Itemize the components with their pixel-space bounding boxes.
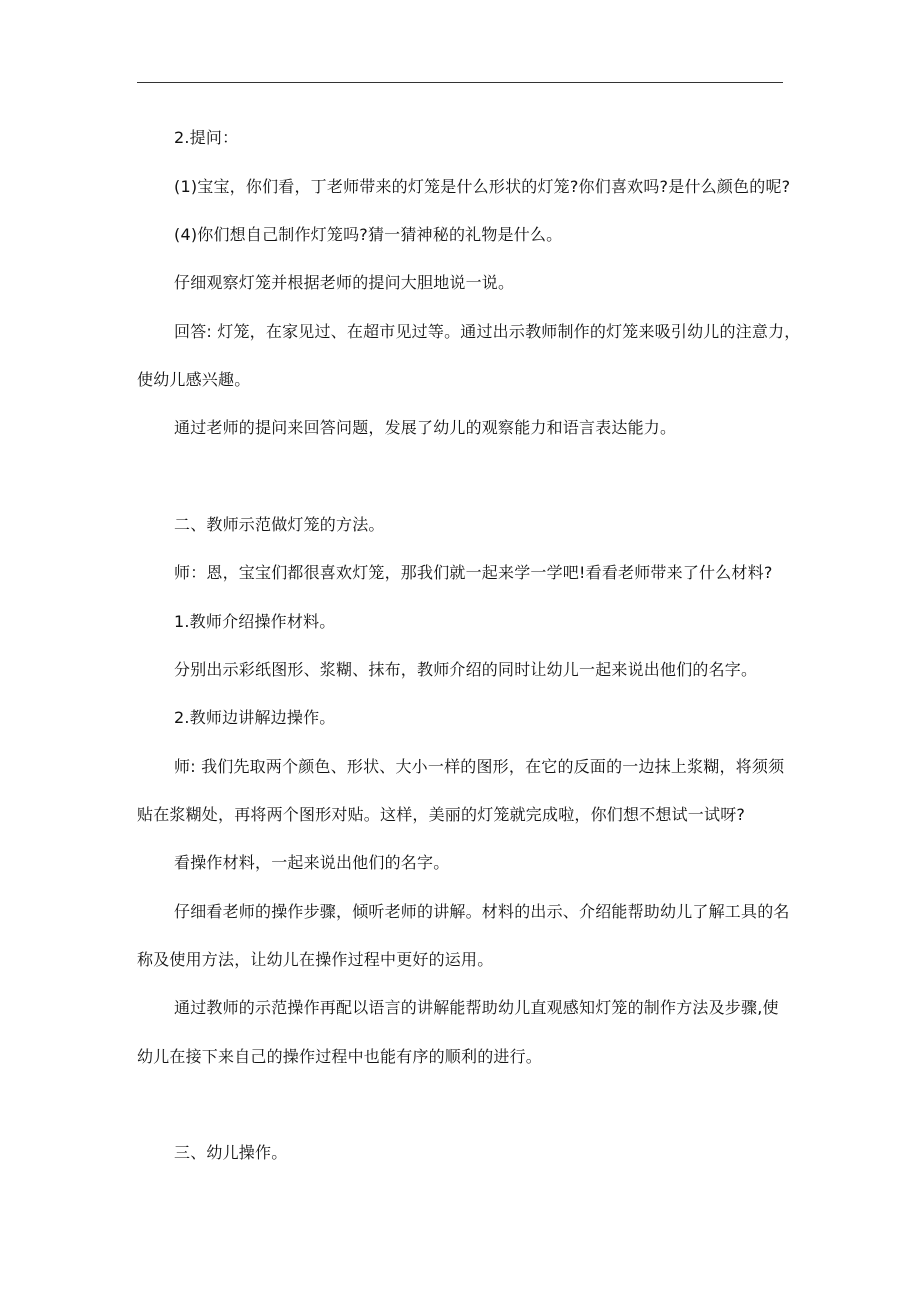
text-line: 看操作材料，一起来说出他们的名字。 [174, 853, 450, 872]
text-line: 2.提问： [174, 128, 239, 147]
text-line: 使幼儿感兴趣。 [137, 370, 251, 389]
text-line: 幼儿在接下来自己的操作过程中也能有序的顺利的进行。 [137, 1047, 543, 1066]
text-line: (1)宝宝，你们看，丁老师带来的灯笼是什么形状的灯笼?你们喜欢吗?是什么颜色的呢? [174, 177, 791, 196]
text-line: 师：恩，宝宝们都很喜欢灯笼，那我们就一起来学一学吧!看看老师带来了什么材料? [174, 563, 773, 582]
text-line: 仔细看老师的操作步骤，倾听老师的讲解。材料的出示、介绍能帮助幼儿了解工具的名 [174, 902, 790, 921]
text-line: 仔细观察灯笼并根据老师的提问大胆地说一说。 [174, 273, 515, 292]
section-heading: 三、幼儿操作。 [174, 1143, 288, 1162]
text-line: 师: 我们先取两个颜色、形状、大小一样的图形，在它的反面的一边抹上浆糊，将须须 [174, 757, 785, 776]
text-line: 分别出示彩纸图形、浆糊、抹布，教师介绍的同时让幼儿一起来说出他们的名字。 [174, 660, 758, 679]
section-heading: 二、教师示范做灯笼的方法。 [174, 515, 385, 534]
text-line: (4)你们想自己制作灯笼吗?猜一猜神秘的礼物是什么。 [174, 225, 563, 244]
text-line: 通过教师的示范操作再配以语言的讲解能帮助幼儿直观感知灯笼的制作方法及步骤,使 [174, 998, 779, 1017]
text-line: 回答: 灯笼，在家见过、在超市见过等。通过出示教师制作的灯笼来吸引幼儿的注意力， [174, 322, 801, 341]
text-line: 1.教师介绍操作材料。 [174, 612, 336, 631]
text-line: 通过老师的提问来回答问题，发展了幼儿的观察能力和语言表达能力。 [174, 418, 677, 437]
text-line: 2.教师边讲解边操作。 [174, 708, 336, 727]
text-line: 贴在浆糊处，再将两个图形对贴。这样，美丽的灯笼就完成啦，你们想不想试一试呀? [137, 805, 746, 824]
text-line: 称及使用方法，让幼儿在操作过程中更好的运用。 [137, 950, 494, 969]
header-rule [137, 82, 783, 83]
